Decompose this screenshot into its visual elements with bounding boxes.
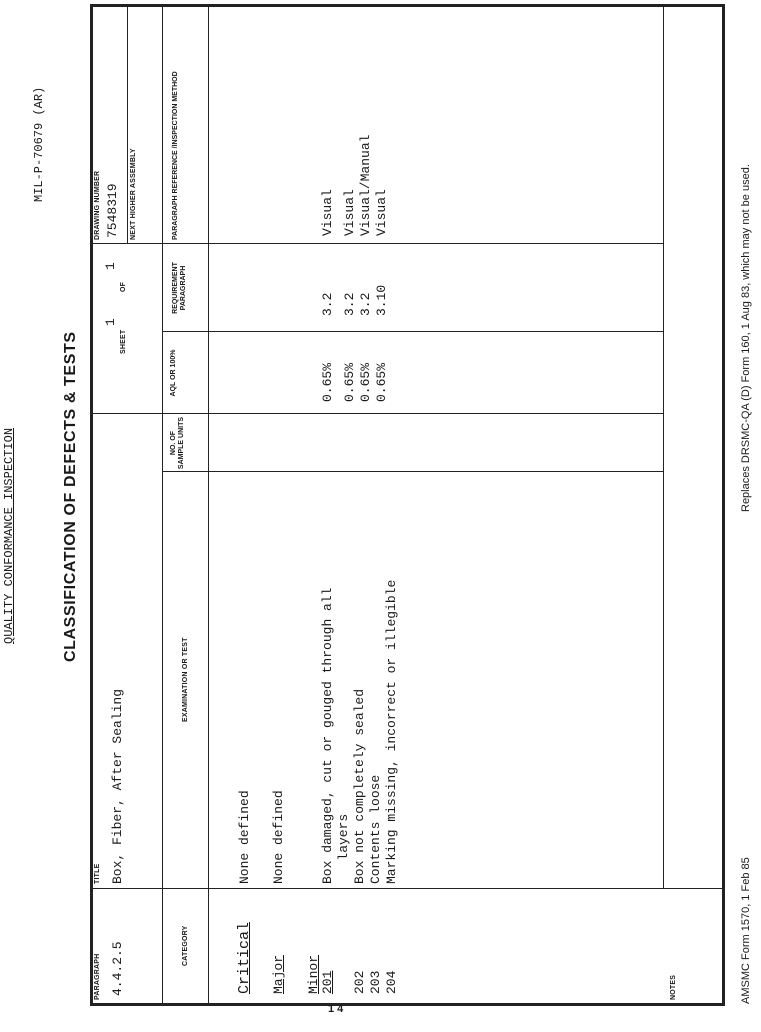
aql-201: 0.65% (320, 362, 335, 402)
aql-col-line (162, 331, 664, 332)
sheet-sep (91, 243, 208, 244)
category-major: Major (271, 954, 286, 994)
frame-right (90, 4, 725, 7)
title-label: TITLE (94, 863, 101, 884)
header-divider (162, 7, 163, 1004)
method-204: Visual (374, 189, 389, 236)
samples-heading: NO. OF SAMPLE UNITS (170, 416, 185, 470)
spec-number: MIL-P-70679 (AR) (32, 86, 46, 202)
footer-replaces: Replaces DRSMC-QA (D) Form 160, 1 Aug 83, which may not be used. (740, 164, 752, 512)
category-201: 201 (320, 970, 335, 994)
sheet-value: 1 (103, 318, 118, 326)
req-202: 3.2 (342, 292, 357, 316)
method-201: Visual (320, 189, 335, 236)
section-heading: QUALITY CONFORMANCE INSPECTION (2, 427, 16, 644)
category-minor: Minor (306, 954, 321, 994)
sheet-label: SHEET (120, 329, 127, 354)
frame-top (90, 4, 93, 1006)
exam-col-line (162, 471, 664, 472)
exam-major: None defined (271, 790, 286, 884)
req-204: 3.10 (374, 284, 389, 316)
exam-202: Box not completely sealed (352, 688, 367, 884)
drawing-sep (127, 7, 128, 244)
drawing-label: DRAWING NUMBER (94, 170, 101, 240)
drawing-value: 7548319 (105, 183, 120, 238)
category-202: 202 (352, 970, 367, 994)
category-heading: CATEGORY (182, 925, 189, 966)
notes-divider (663, 7, 664, 889)
paragraph-sep (91, 888, 162, 889)
paragraph-value: 4.4.2.5 (110, 941, 125, 996)
notes-label: NOTES (670, 974, 677, 1000)
exam-critical: None defined (237, 790, 252, 884)
title-value: Box, Fiber, After Sealing (110, 688, 125, 884)
footer-form: AMSMC Form 1570, 1 Feb 85 (740, 857, 752, 1004)
req-col-line (208, 243, 664, 244)
category-critical: Critical (236, 921, 253, 994)
reference-heading: PARAGRAPH REFERENCE /INSPECTION METHOD (172, 71, 179, 240)
exam-204: Marking missing, incorrect or illegible (384, 579, 399, 884)
frame-left (90, 1003, 725, 1006)
method-202: Visual (342, 189, 357, 236)
paragraph-label: PARAGRAPH (94, 953, 101, 1000)
aql-204: 0.65% (374, 362, 389, 402)
page-number: 1 4 (328, 1003, 344, 1015)
title-sep (91, 413, 162, 414)
document-title: CLASSIFICATION OF DEFECTS & TESTS (62, 331, 79, 662)
of-value: 1 (103, 262, 118, 270)
aql-heading: AQL OR 100% (170, 349, 177, 397)
exam-201: Box damaged, cut or gouged through all (320, 587, 335, 884)
exam-heading: EXAMINATION OR TEST (182, 637, 189, 722)
colhead-divider (208, 7, 209, 1004)
samples-col-line (162, 413, 664, 414)
category-204: 204 (384, 970, 399, 994)
exam-203: Contents loose (368, 774, 383, 884)
aql-202: 0.65% (342, 362, 357, 402)
req-203: 3.2 (358, 292, 373, 316)
exam-201-cont: layers (336, 813, 351, 884)
frame-bottom (722, 4, 725, 1006)
category-col-line (162, 888, 722, 889)
category-203: 203 (368, 970, 383, 994)
next-assembly-label: NEXT HIGHER ASSEMBLY (130, 148, 137, 240)
req-201: 3.2 (320, 292, 335, 316)
aql-203: 0.65% (358, 362, 373, 402)
requirement-heading: REQUIREMENT PARAGRAPH (172, 262, 187, 314)
of-label: OF (120, 281, 127, 292)
method-203: Visual/Manual (358, 134, 373, 236)
